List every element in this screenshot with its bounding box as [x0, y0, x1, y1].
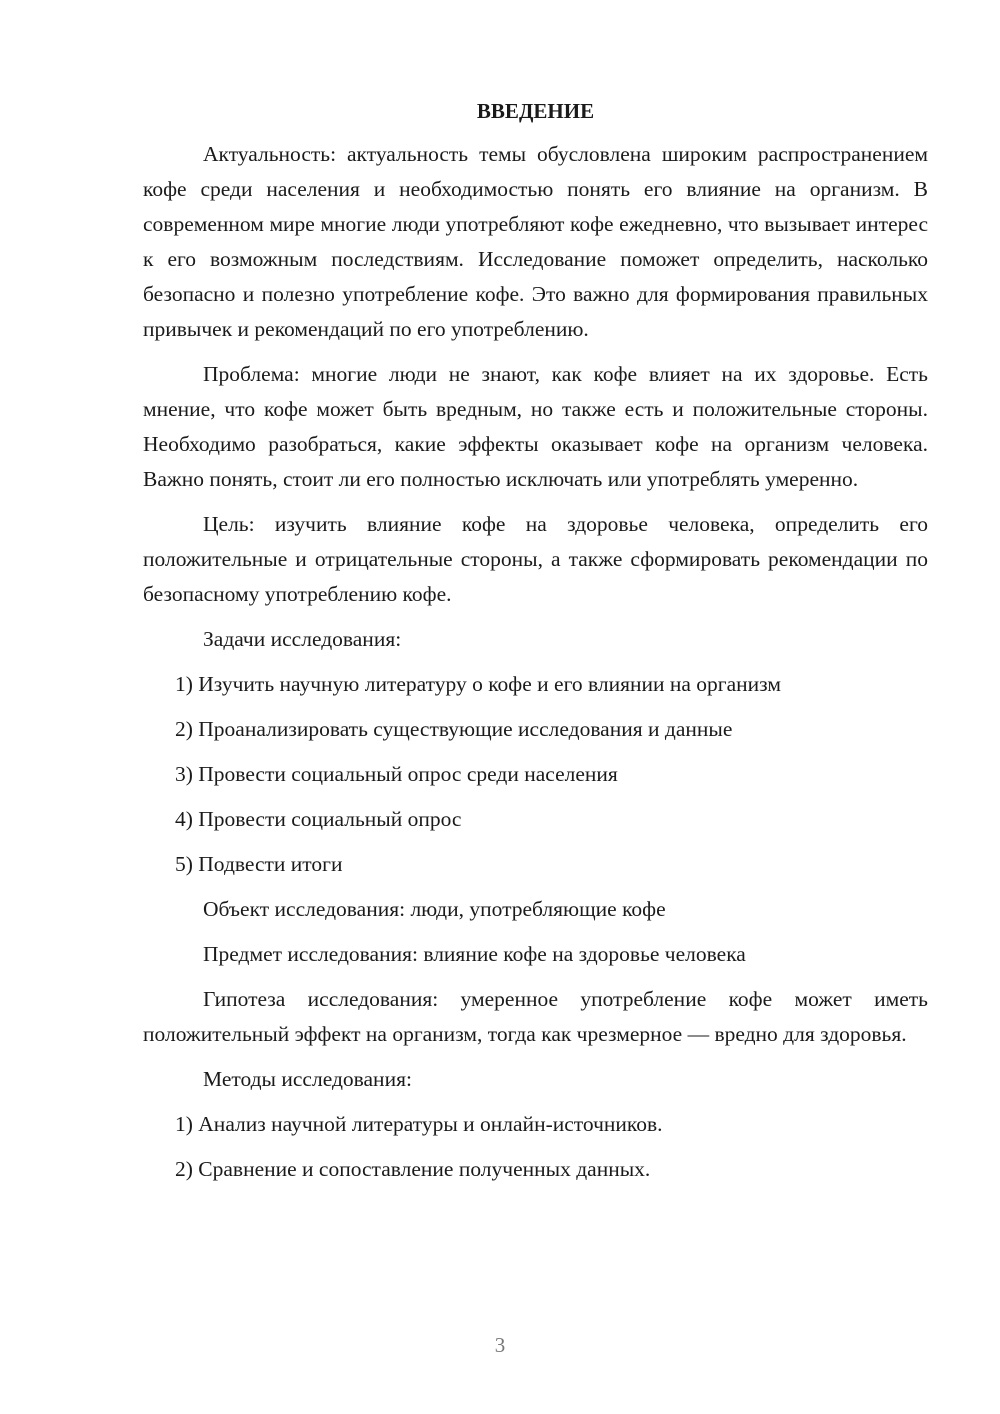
- task-item: 4) Провести социальный опрос: [175, 807, 462, 831]
- methods-list: [143, 1107, 928, 1187]
- method-item: 1) Анализ научной литературы и онлайн-источников.: [175, 1112, 663, 1136]
- tasks-list: [143, 667, 928, 882]
- goal-paragraph: Цель: изучить влияние кофе на здоровье человека, определить его положительные и отрицательные стороны, а также сформировать рекомендации по безопасному употреблению кофе.: [143, 512, 928, 606]
- problem-paragraph: Проблема: многие люди не знают, как кофе влияет на их здоровье. Есть мнение, что кофе может быть вредным, но также есть и положительные стороны. Необходимо разобраться, какие эффекты оказывает кофе на организм человека. Важно понять, стоит ли его полностью исключать или употреблять умеренно.: [143, 362, 928, 491]
- task-item: 5) Подвести итоги: [175, 852, 343, 876]
- document-page: [143, 96, 928, 1197]
- task-item: 1) Изучить научную литературу о кофе и его влиянии на организм: [175, 672, 781, 696]
- page-number: 3: [494, 1333, 506, 1357]
- relevance-paragraph: Актуальность: актуальность темы обусловлена широким распространением кофе среди населения и необходимостью понять его влияние на организм. В современном мире многие люди употребляют кофе ежедневно, что вызывает интерес к его возможным последствиям. Исследование поможет определить, насколько безопасно и полезно употребление кофе. Это важно для формирования правильных привычек и рекомендаций по его употреблению.: [143, 142, 928, 341]
- hypothesis-paragraph: Гипотеза исследования: умеренное употребление кофе может иметь положительный эффект на организм, тогда как чрезмерное — вредно для здоровья.: [143, 987, 928, 1046]
- methods-heading: Методы исследования:: [203, 1067, 412, 1091]
- tasks-heading: Задачи исследования:: [203, 627, 402, 651]
- object-paragraph: Объект исследования: люди, употребляющие кофе: [203, 897, 666, 921]
- task-item: 2) Проанализировать существующие исследования и данные: [175, 717, 733, 741]
- method-item: 2) Сравнение и сопоставление полученных данных.: [175, 1157, 651, 1181]
- section-title: ВВЕДЕНИЕ: [476, 99, 595, 123]
- subject-paragraph: Предмет исследования: влияние кофе на здоровье человека: [203, 942, 746, 966]
- task-item: 3) Провести социальный опрос среди населения: [175, 762, 618, 786]
